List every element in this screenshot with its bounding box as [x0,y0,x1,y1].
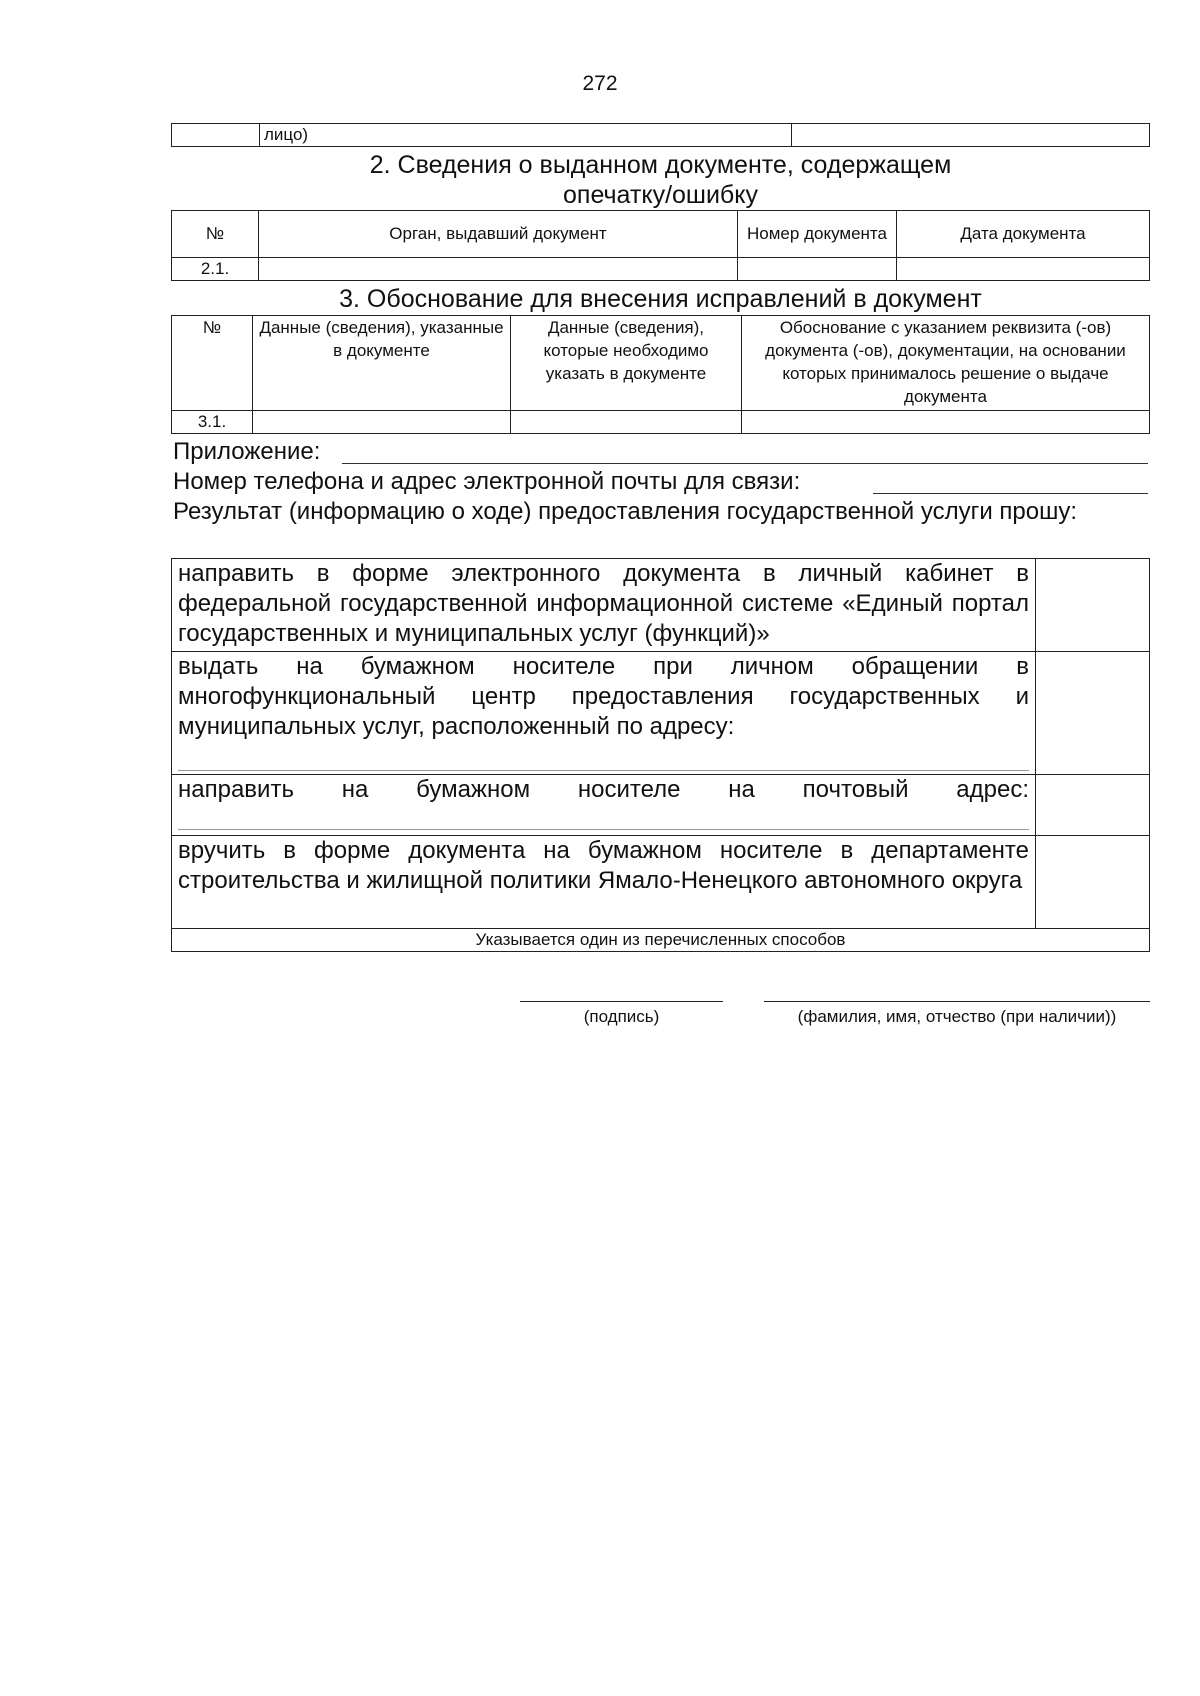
mfc-address-field[interactable] [178,770,1029,771]
column-header-stated-data: Данные (сведения), указанные в документе [253,316,511,411]
column-header-number: № [172,211,259,258]
correction-grounds-table [171,315,1150,434]
column-header-issuing-authority: Орган, выдавший документ [259,211,738,258]
top-table-fragment [171,123,1150,147]
contact-field[interactable] [873,493,1148,494]
option-mfc-pickup [172,652,1036,775]
option-postal-mail-text: направить на бумажном носителе на почтовый адрес: [178,776,1029,803]
issuing-authority-cell[interactable] [259,258,738,281]
column-header-required-data: Данные (сведения), которые необходимо указать в документе [511,316,742,411]
document-date-cell[interactable] [897,258,1150,281]
top-table-cell-empty [792,124,1150,147]
option-electronic-portal: направить в форме электронного документа в личный кабинет в федеральной государственной информационной системе «Единый портал государственных и муниципальных услуг (функций)» [172,559,1036,652]
full-name-line[interactable] [764,1001,1150,1002]
issued-document-table [171,210,1150,281]
delivery-options-table [171,558,1150,952]
column-header-justification: Обоснование с указанием реквизита (-ов) документа (-ов), документации, на основании которых принималось решение о выдаче документа [742,316,1150,411]
full-name-caption: (фамилия, имя, отчество (при наличии)) [797,1007,1117,1026]
option-electronic-portal-mark[interactable] [1036,559,1150,652]
option-mfc-pickup-mark[interactable] [1036,652,1150,775]
section-2-title-line1: 2. Сведения о выданном документе, содержащем [369,151,952,179]
result-request-text: Результат (информацию о ходе) предоставления государственной услуги прошу: [173,498,1078,525]
option-postal-mail-mark[interactable] [1036,775,1150,836]
option-department-handover-mark[interactable] [1036,836,1150,929]
section-3-title: 3. Обоснование для внесения исправлений в документ [339,285,982,313]
attachment-field[interactable] [342,463,1148,464]
section-2-title-line2: опечатку/ошибку [563,181,758,209]
column-header-document-number: Номер документа [738,211,897,258]
required-data-cell[interactable] [511,411,742,434]
column-header-document-date: Дата документа [897,211,1150,258]
option-department-handover: вручить в форме документа на бумажном носителе в департаменте строительства и жилищной политики Ямало-Ненецкого автономного округа [172,836,1036,929]
stated-data-cell[interactable] [253,411,511,434]
option-postal-mail [172,775,1036,836]
signature-line[interactable] [520,1001,723,1002]
attachment-label: Приложение: [173,438,321,465]
row-number: 2.1. [172,258,259,281]
justification-cell[interactable] [742,411,1150,434]
column-header-number: № [172,316,253,411]
contact-label: Номер телефона и адрес электронной почты для связи: [173,468,801,495]
option-mfc-pickup-text: выдать на бумажном носителе при личном обращении в многофункциональный центр предоставления государственных и муниципальных услуг, расположенный по адресу: [178,653,1029,740]
page-number: 272 [582,72,618,95]
row-number: 3.1. [172,411,253,434]
postal-address-field[interactable] [178,829,1029,830]
top-table-cell-empty [172,124,260,147]
top-table-cell-text: лицо) [260,124,792,147]
options-note: Указывается один из перечисленных способов [172,929,1150,952]
document-number-cell[interactable] [738,258,897,281]
section-2-title [171,150,1150,210]
signature-caption: (подпись) [583,1007,660,1026]
